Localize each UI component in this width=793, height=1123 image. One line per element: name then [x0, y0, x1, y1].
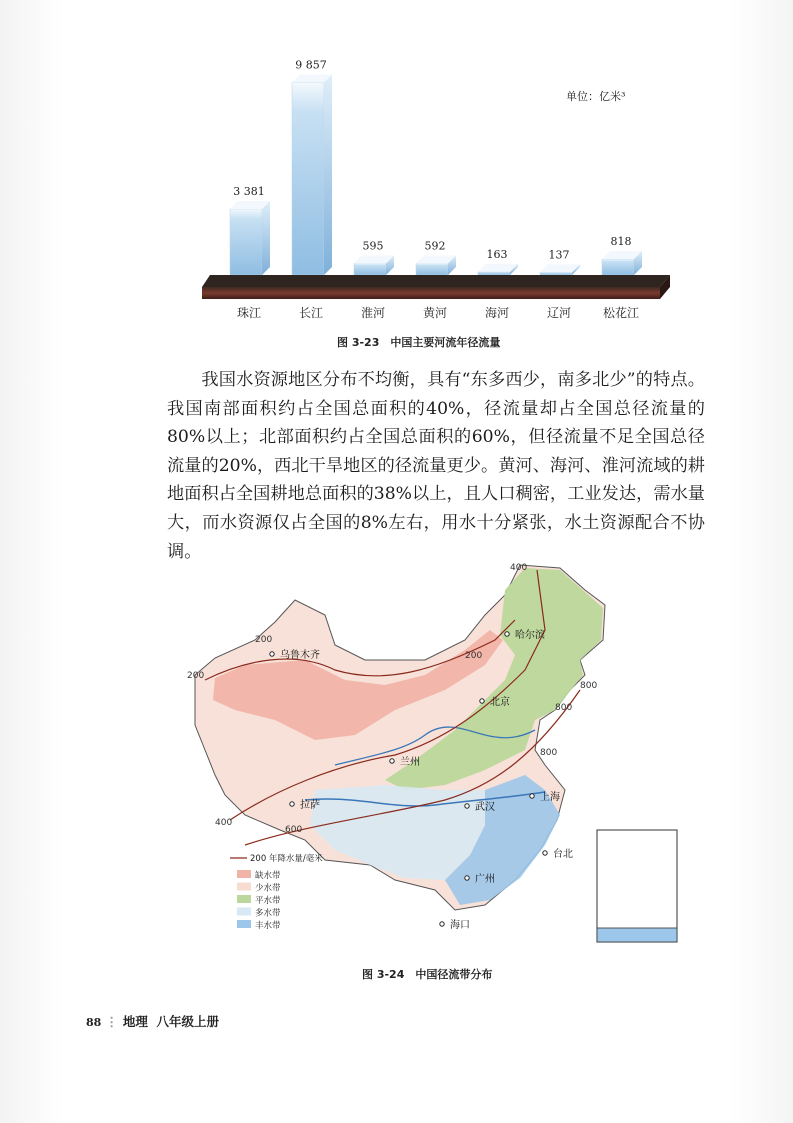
value-label: 595 [362, 239, 384, 253]
runoff-bar-chart [190, 50, 690, 330]
isoline-label: 800 [540, 748, 558, 758]
page-number: 88 [86, 1016, 102, 1029]
legend-swatch [237, 908, 251, 916]
category-label: 辽河 [546, 306, 572, 320]
bar-3 [354, 255, 394, 275]
value-label: 137 [548, 248, 570, 262]
bar-side [324, 75, 332, 275]
bar-front [478, 272, 510, 275]
chart-caption: 图 3-23 中国主要河流年径流量 [337, 336, 501, 349]
city-dot [530, 794, 534, 798]
isoline-label: 200 [255, 635, 273, 645]
bar-5 [478, 264, 518, 275]
legend-label: 平水带 [255, 896, 281, 906]
city-dot [440, 922, 444, 926]
map-caption: 图 3-24 中国径流带分布 [362, 968, 493, 981]
city-label: 上海 [540, 792, 560, 803]
bar-1 [230, 201, 270, 275]
city-label: 北京 [490, 697, 510, 708]
isoline-label: 800 [580, 681, 598, 691]
base-front [202, 287, 660, 299]
city-label: 海口 [450, 920, 470, 931]
category-label: 珠江 [236, 306, 262, 320]
value-label: 163 [486, 247, 508, 261]
isoline-label: 600 [285, 825, 303, 835]
bar-4 [416, 255, 456, 275]
legend-swatch [237, 870, 251, 878]
base-top [202, 275, 670, 287]
isoline-label: 200 [187, 671, 205, 681]
bar-front [230, 209, 262, 275]
value-label: 9 857 [295, 58, 327, 72]
legend-line-label: 200 年降水量/毫米 [250, 854, 323, 864]
legend-label: 多水带 [255, 908, 281, 919]
paragraph-text: 我国水资源地区分布不均衡，具有“东多西少，南多北少”的特点。我国南部面积约占全国总面积的40%，径流量却占全国总径流量的80%以上；北部面积约占全国总面积的60%，但径流量不足全国总径流量的20%，西北干旱地区的径流量更少。黄河、海河、淮河流域的耕地面积占全国耕地总面积的38%以上，且人口稠密，工业发达，需水量大，而水资源仅占全国的8%左右，用水十分紧张，水土资源配合不协调。 [167, 370, 705, 562]
category-label: 淮河 [360, 306, 386, 320]
city-dot [505, 632, 509, 636]
legend-swatch [237, 895, 251, 903]
bar-front [292, 83, 324, 275]
city-label: 武汉 [475, 802, 495, 813]
runoff-zone-map [185, 560, 695, 955]
bar-7 [602, 251, 642, 275]
city-label: 兰州 [400, 757, 420, 768]
category-label: 长江 [298, 306, 324, 320]
chart-base [202, 275, 670, 299]
bar-front [602, 259, 634, 275]
city-label: 台北 [553, 849, 573, 860]
bar-2 [292, 75, 332, 275]
city-dot [390, 759, 394, 763]
map-legend [230, 853, 323, 931]
value-label: 818 [610, 235, 632, 249]
isoline-label: 200 [465, 651, 483, 661]
city-label: 广州 [475, 874, 495, 885]
category-label: 海河 [484, 306, 510, 320]
legend-label: 丰水带 [255, 921, 281, 931]
isoline-label: 400 [510, 563, 528, 573]
legend-label: 少水带 [255, 883, 281, 894]
bar-front [540, 272, 572, 275]
page-footer: 88 ⋮ 地理 八年级上册 [86, 1014, 220, 1029]
city-dot [290, 802, 294, 806]
bar-front [354, 263, 386, 275]
city-label: 拉萨 [300, 800, 320, 811]
city-dot [465, 876, 469, 880]
isoline-label: 800 [555, 703, 573, 713]
city-dot [270, 652, 274, 656]
city-dot [543, 851, 547, 855]
category-label: 松花江 [602, 306, 640, 320]
bar-side [262, 201, 270, 275]
bar-6 [540, 264, 580, 275]
legend-swatch [237, 883, 251, 891]
city-dot [480, 699, 484, 703]
grade: 八年级上册 [156, 1014, 220, 1029]
city-dot [465, 804, 469, 808]
value-label: 3 381 [233, 184, 265, 198]
subject: 地理 [122, 1014, 148, 1029]
bar-front [416, 263, 448, 275]
south-china-sea-inset [597, 830, 677, 942]
body-paragraph [167, 366, 705, 566]
legend-label: 缺水带 [255, 871, 281, 881]
isoline-label: 400 [215, 818, 233, 828]
value-label: 592 [424, 239, 446, 253]
city-label: 哈尔滨 [515, 630, 545, 641]
city-label: 乌鲁木齐 [280, 650, 320, 661]
category-label: 黄河 [422, 306, 448, 320]
unit-label: 单位：亿米³ [566, 90, 626, 103]
legend-swatch [237, 920, 251, 928]
